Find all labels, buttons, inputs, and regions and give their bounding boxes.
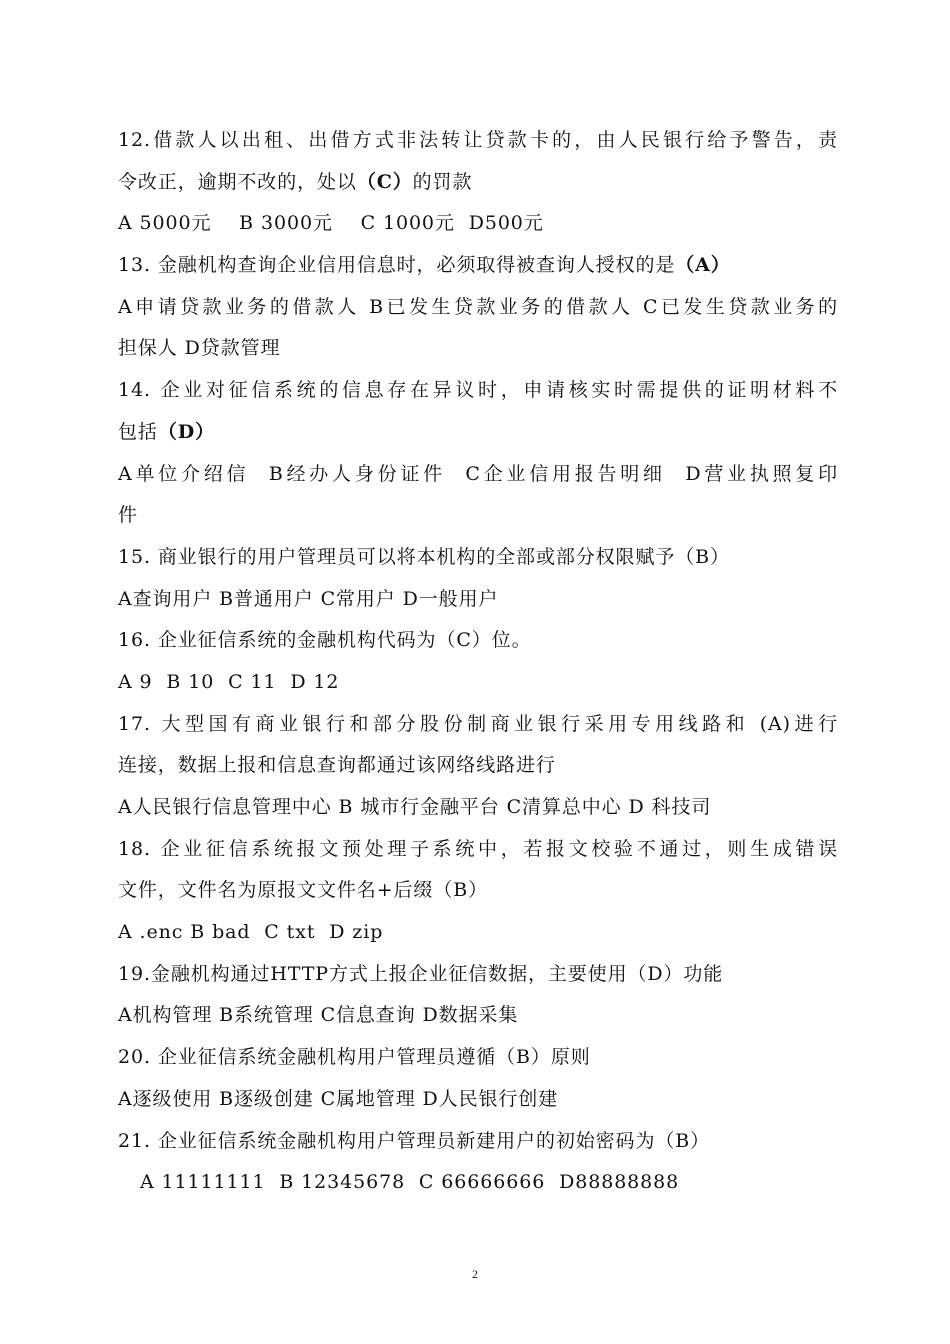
question-list	[118, 120, 838, 1204]
question-13-options-line-2: 担保人 D贷款管理	[118, 337, 281, 360]
question-14-options-line-1: A单位介绍信 B经办人身份证件 C企业信用报告明细 D营业执照复印	[118, 462, 838, 485]
question-13-options-line-1: A申请贷款业务的借款人 B已发生贷款业务的借款人 C已发生贷款业务的	[118, 295, 838, 318]
question-14-stem-line-2	[118, 412, 838, 454]
question-19-stem: 19.金融机构通过HTTP方式上报企业征信数据，主要使用（D）功能	[118, 962, 724, 985]
question-12-stem-text: 令改正，逾期不改的，处以	[118, 170, 357, 193]
question-18-stem-line-1: 18. 企业征信系统报文预处理子系统中，若报文校验不通过，则生成错误	[118, 837, 838, 860]
question-18-options: A .enc B bad C txt D zip	[118, 921, 384, 944]
question-12-stem-line-2	[118, 162, 838, 204]
question-14-options-line-2: 件	[118, 504, 138, 527]
question-16-stem: 16. 企业征信系统的金融机构代码为（C）位。	[118, 629, 532, 652]
question-14-stem-text: 包括	[118, 420, 158, 443]
question-20-stem: 20. 企业征信系统金融机构用户管理员遵循（B）原则	[118, 1046, 591, 1069]
question-14-stem-line-1: 14. 企业对征信系统的信息存在异议时，申请核实时需提供的证明材料不	[118, 379, 838, 402]
question-21-options: A 11111111 B 12345678 C 66666666 D88888888	[140, 1171, 680, 1194]
question-16-options: A 9 B 10 C 11 D 12	[118, 670, 340, 693]
question-12-stem-tail: 的罚款	[412, 170, 473, 193]
question-15-options: A查询用户 B普通用户 C常用户 D一般用户	[118, 587, 499, 610]
question-12-answer: （C）	[356, 170, 413, 193]
question-15-stem: 15. 商业银行的用户管理员可以将本机构的全部或部分权限赋予（B）	[118, 545, 730, 568]
question-20-options: A逐级使用 B逐级创建 C属地管理 D人民银行创建	[118, 1087, 559, 1110]
question-13-stem	[118, 245, 838, 287]
question-17-stem-line-2: 连接，数据上报和信息查询都通过该网络线路进行	[118, 754, 556, 777]
page-number: 2	[472, 1267, 478, 1281]
question-17-options: A人民银行信息管理中心 B 城市行金融平台 C清算总中心 D 科技司	[118, 796, 712, 818]
question-19-options: A机构管理 B系统管理 C信息查询 D数据采集	[118, 1004, 519, 1027]
question-12-stem-line-1: 12.借款人以出租、出借方式非法转让贷款卡的，由人民银行给予警告，责	[118, 129, 838, 151]
question-17-stem-line-1: 17. 大型国有商业银行和部分股份制商业银行采用专用线路和 (A)进行	[118, 712, 838, 735]
question-13-answer: （A）	[675, 254, 731, 277]
question-13-stem-text: 13. 金融机构查询企业信用信息时，必须取得被查询人授权的是	[118, 254, 676, 277]
question-12-options: A 5000元 B 3000元 C 1000元 D500元	[118, 212, 544, 235]
question-14-answer: （D）	[157, 420, 215, 443]
question-18-stem-line-2: 文件，文件名为原报文文件名+后缀（B）	[118, 879, 488, 902]
question-21-stem: 21. 企业征信系统金融机构用户管理员新建用户的初始密码为（B）	[118, 1129, 711, 1152]
